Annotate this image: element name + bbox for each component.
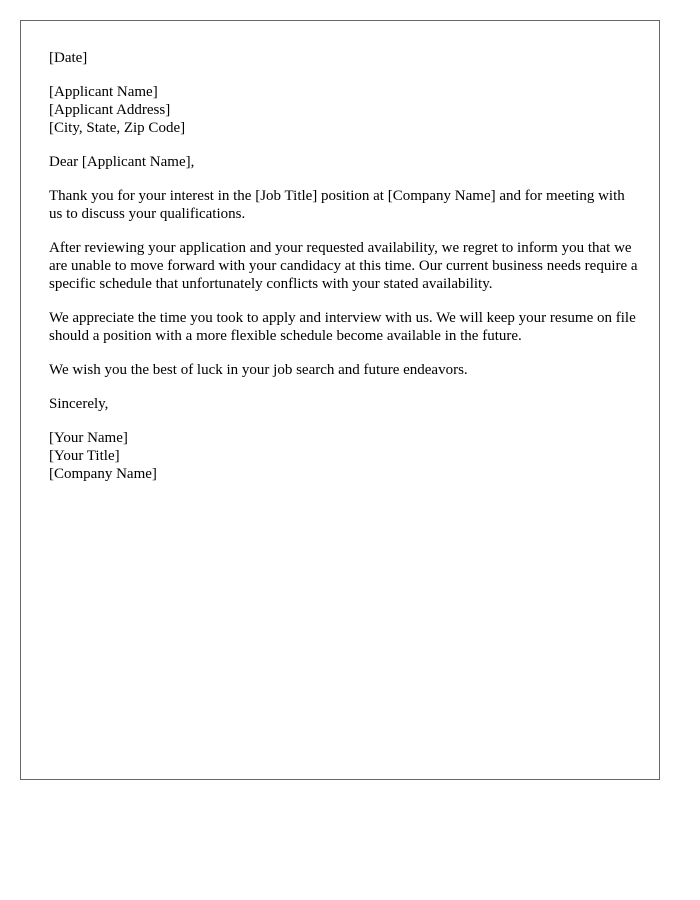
letter-page (20, 20, 660, 780)
letter-date (49, 49, 639, 67)
closing (49, 395, 639, 413)
closing-text: Sincerely, (49, 396, 109, 412)
date-text: [Date] (49, 50, 88, 66)
paragraph-thanks: Thank you for your interest in the [Job Title] position at [Company Name] and for meeting with us to discuss your qualifications. (49, 188, 625, 222)
signature-title: [Your Title] (49, 448, 120, 464)
recipient-city-state-zip: [City, State, Zip Code] (49, 120, 186, 136)
recipient-address-block (49, 83, 639, 137)
signature-company: [Company Name] (49, 466, 157, 482)
paragraph-appreciation: We appreciate the time you took to apply and interview with us. We will keep your resume on file should a position with a more flexible schedule become available in the future. (49, 310, 636, 344)
paragraph-wishes: We wish you the best of luck in your job search and future endeavors. (49, 362, 468, 378)
salutation (49, 153, 639, 171)
signature-name: [Your Name] (49, 430, 128, 446)
salutation-text: Dear [Applicant Name], (49, 154, 195, 170)
recipient-address: [Applicant Address] (49, 102, 171, 118)
letter-body (49, 49, 639, 499)
paragraph-decision: After reviewing your application and your requested availability, we regret to inform you that we are unable to move forward with your candidacy at this time. Our current business needs require a specific schedule that unfortunately conflicts with your stated availability. (49, 240, 638, 292)
signature-block (49, 429, 639, 483)
recipient-name: [Applicant Name] (49, 84, 158, 100)
